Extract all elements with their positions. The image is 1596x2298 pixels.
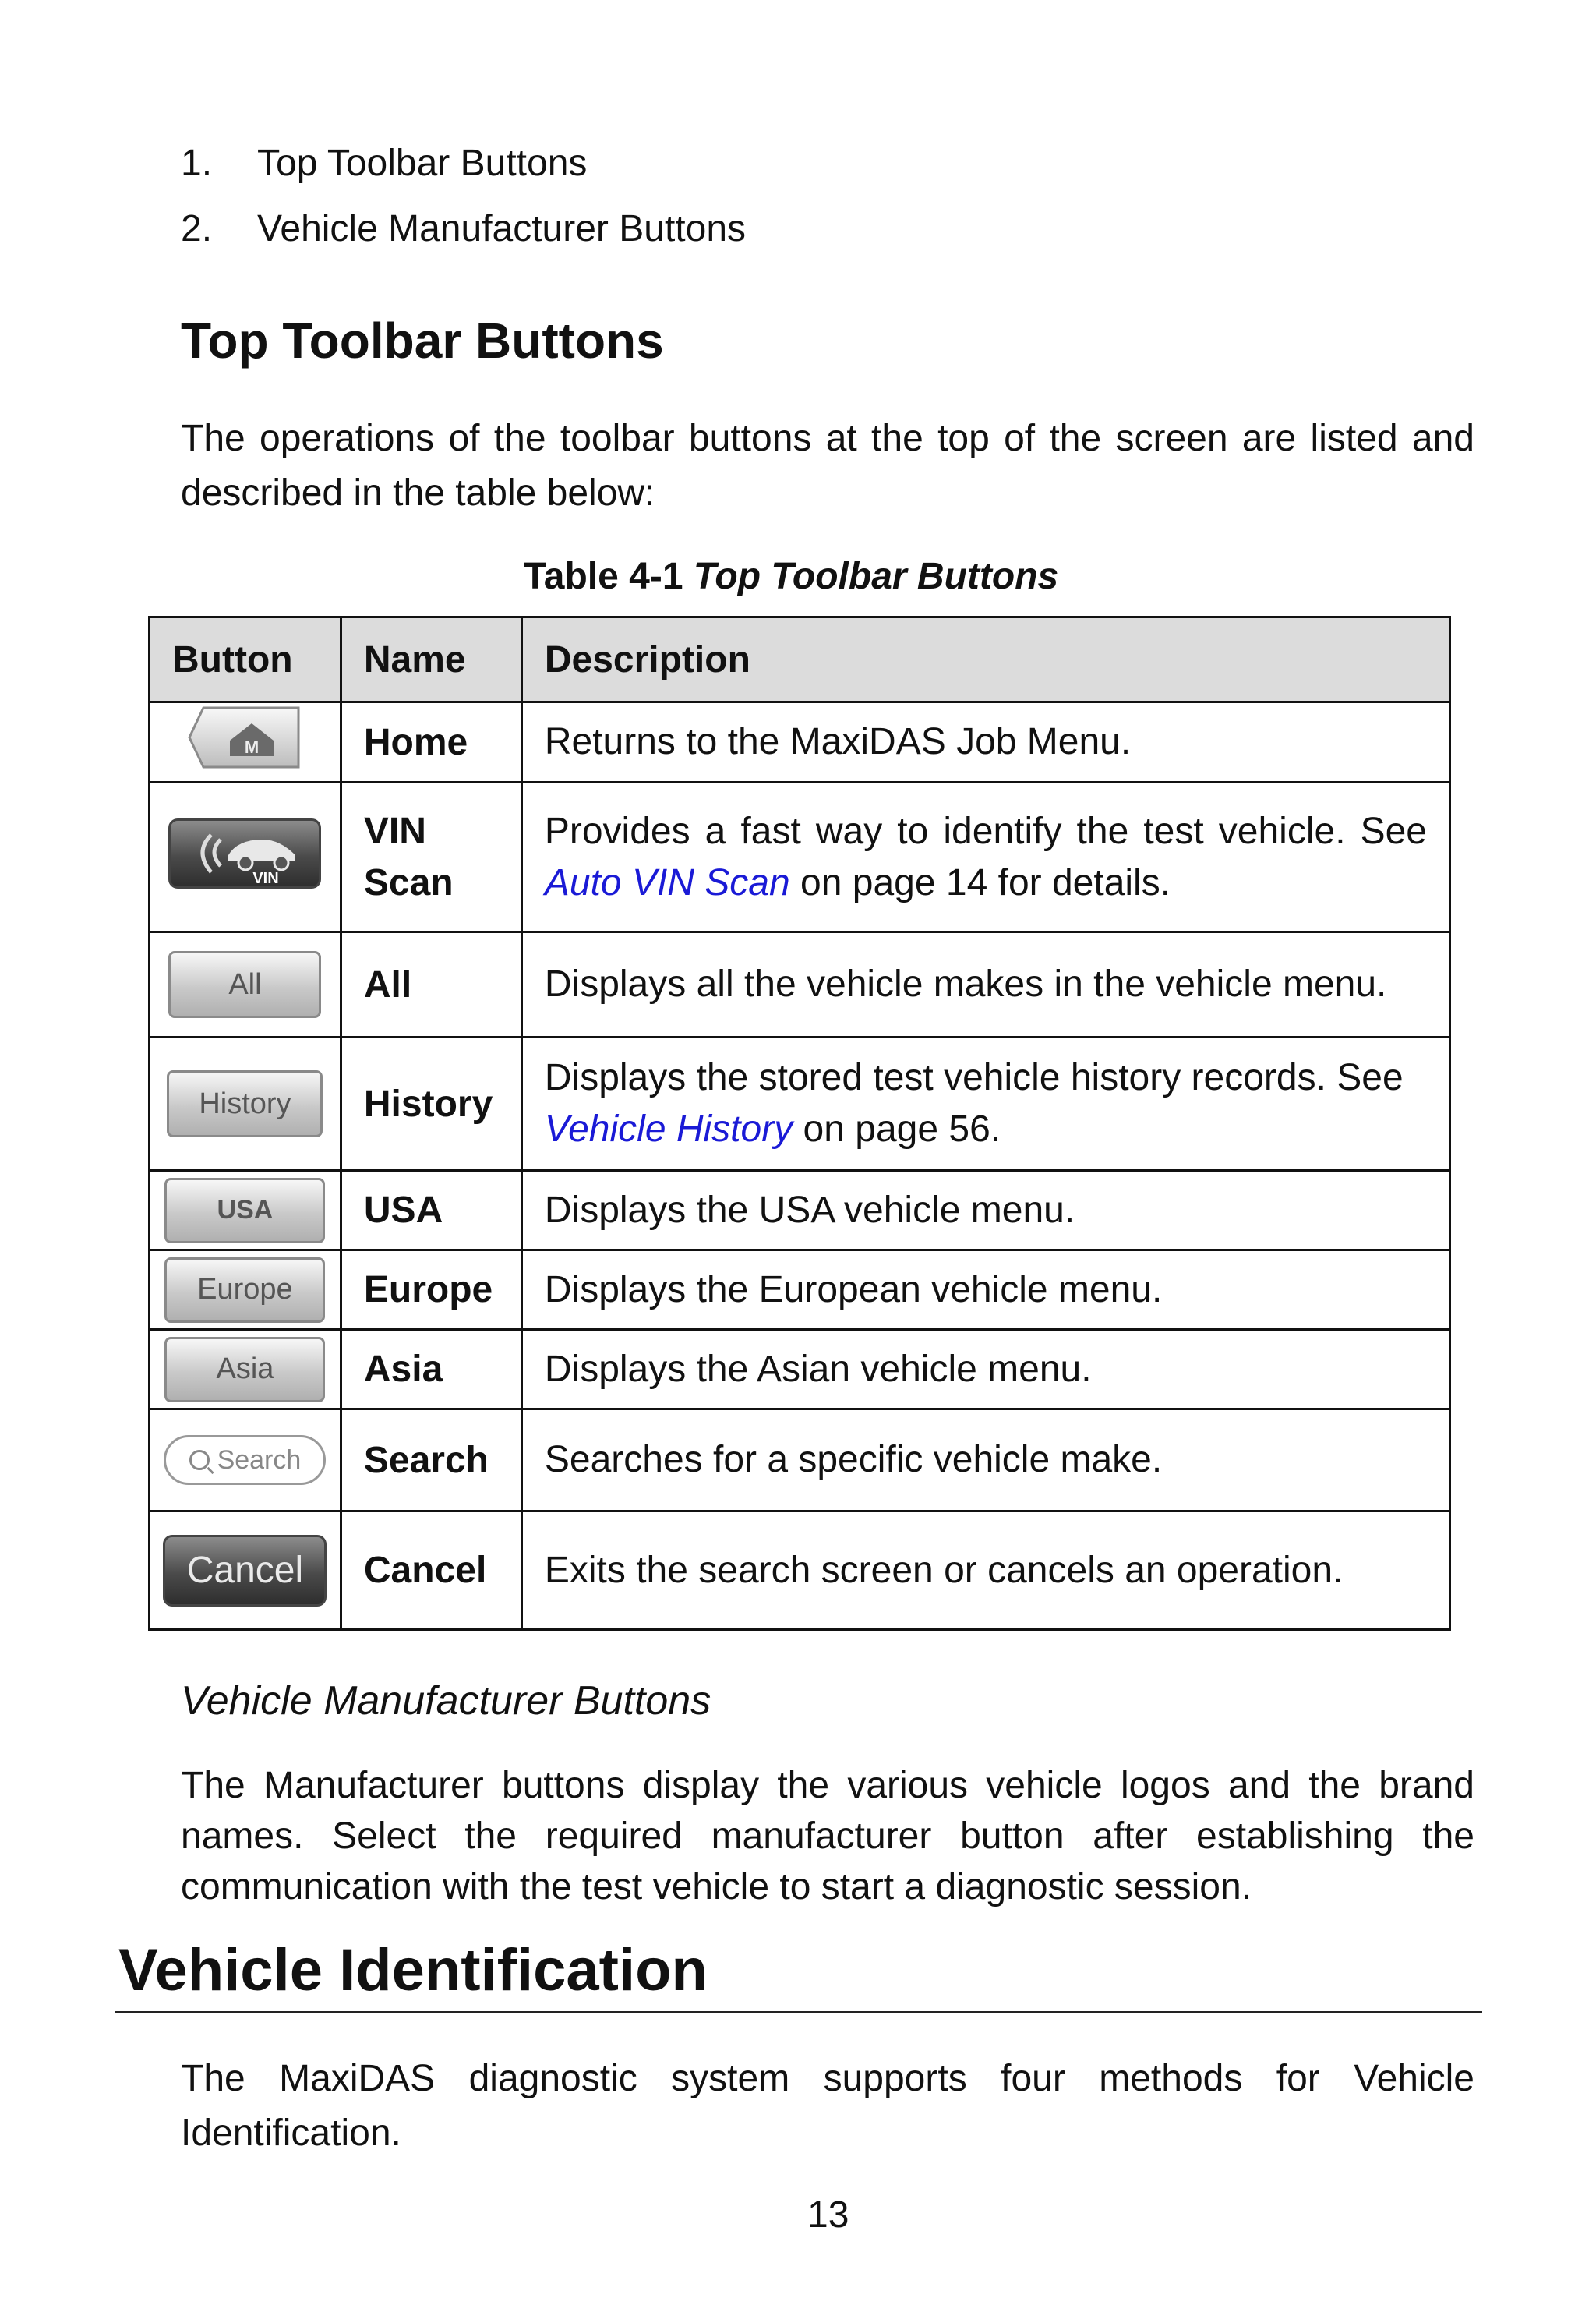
subsection-text: The Manufacturer buttons display the various vehicle logos and the brand names. Select the required manufacturer button after establishing the communication with the test vehicle to start a diagnostic session. [181,1765,1474,1907]
table-row [150,1409,1450,1511]
description-cell: Displays the stored test vehicle history records. See Vehicle History on page 56. [521,1038,1449,1171]
section-heading: Top Toolbar Buttons [181,313,664,369]
button-cell [150,1038,341,1171]
all-button-icon: All [168,951,321,1018]
name-cell: Cancel [341,1511,521,1630]
svg-text:VIN: VIN [252,870,280,886]
magnifier-icon [189,1450,210,1470]
header-button: Button [150,617,341,702]
usa-button-icon: USA [164,1178,325,1243]
svg-text:M: M [245,737,260,757]
table-row [150,783,1450,932]
chapter-heading: Vehicle Identification [118,1937,708,2003]
table-row [150,1038,1450,1171]
list-number: 2. [181,208,213,249]
vehicle-history-link[interactable]: Vehicle History [544,1108,793,1150]
description-cell: Exits the search screen or cancels an operation. [521,1511,1449,1630]
auto-vin-scan-link[interactable]: Auto VIN Scan [544,861,790,903]
button-cell [150,932,341,1038]
name-cell: History [341,1038,521,1171]
header-name: Name [341,617,521,702]
button-cell [150,1171,341,1250]
button-cell [150,1511,341,1630]
heading-rule [115,2011,1482,2013]
table-header-row [150,617,1450,702]
search-button-label: Search [217,1444,302,1475]
name-cell: Europe [341,1250,521,1330]
button-cell [150,1409,341,1511]
description-cell: Provides a fast way to identify the test vehicle. See Auto VIN Scan on page 14 for details. [521,783,1449,932]
list-item [181,142,882,186]
description-cell: Returns to the MaxiDAS Job Menu. [521,702,1449,783]
button-cell [150,1330,341,1409]
table-caption [524,555,1058,598]
home-icon [186,705,303,770]
name-cell: Asia [341,1330,521,1409]
button-cell [150,783,341,932]
description-cell: Displays the European vehicle menu. [521,1250,1449,1330]
description-cell: Displays the Asian vehicle menu. [521,1330,1449,1409]
list-text: Top Toolbar Buttons [257,143,588,184]
description-cell: Displays the USA vehicle menu. [521,1171,1449,1250]
toolbar-buttons-table [148,616,1451,1631]
table-row [150,1330,1450,1409]
search-button-icon [164,1435,326,1485]
name-cell: All [341,932,521,1038]
table-caption-prefix: Table 4-1 [524,556,683,597]
vin-scan-icon [168,818,321,889]
description-cell: Searches for a specific vehicle make. [521,1409,1449,1511]
list-number: 1. [181,143,213,184]
table-row [150,1171,1450,1250]
table-row [150,1250,1450,1330]
table-row [150,1511,1450,1630]
name-cell: USA [341,1171,521,1250]
list-item [181,207,882,251]
table-row [150,932,1450,1038]
name-cell: Home [341,702,521,783]
asia-button-icon: Asia [164,1337,325,1402]
button-cell [150,702,341,783]
table-row [150,702,1450,783]
header-description: Description [521,617,1449,702]
subsection-heading: Vehicle Manufacturer Buttons [181,1678,711,1724]
page-number: 13 [807,2194,849,2236]
section-intro: The operations of the toolbar buttons at the top of the screen are listed and described in the table below: [181,418,1474,514]
history-button-icon: History [167,1070,323,1137]
table-caption-title: Top Toolbar Buttons [693,556,1059,597]
chapter-text: The MaxiDAS diagnostic system supports four methods for Vehicle Identification. [181,2058,1474,2154]
button-cell [150,1250,341,1330]
description-cell: Displays all the vehicle makes in the vehicle menu. [521,932,1449,1038]
name-cell: VIN Scan [341,783,521,932]
cancel-button-icon: Cancel [163,1535,327,1607]
europe-button-icon: Europe [164,1257,325,1323]
name-cell: Search [341,1409,521,1511]
list-text: Vehicle Manufacturer Buttons [257,208,747,249]
